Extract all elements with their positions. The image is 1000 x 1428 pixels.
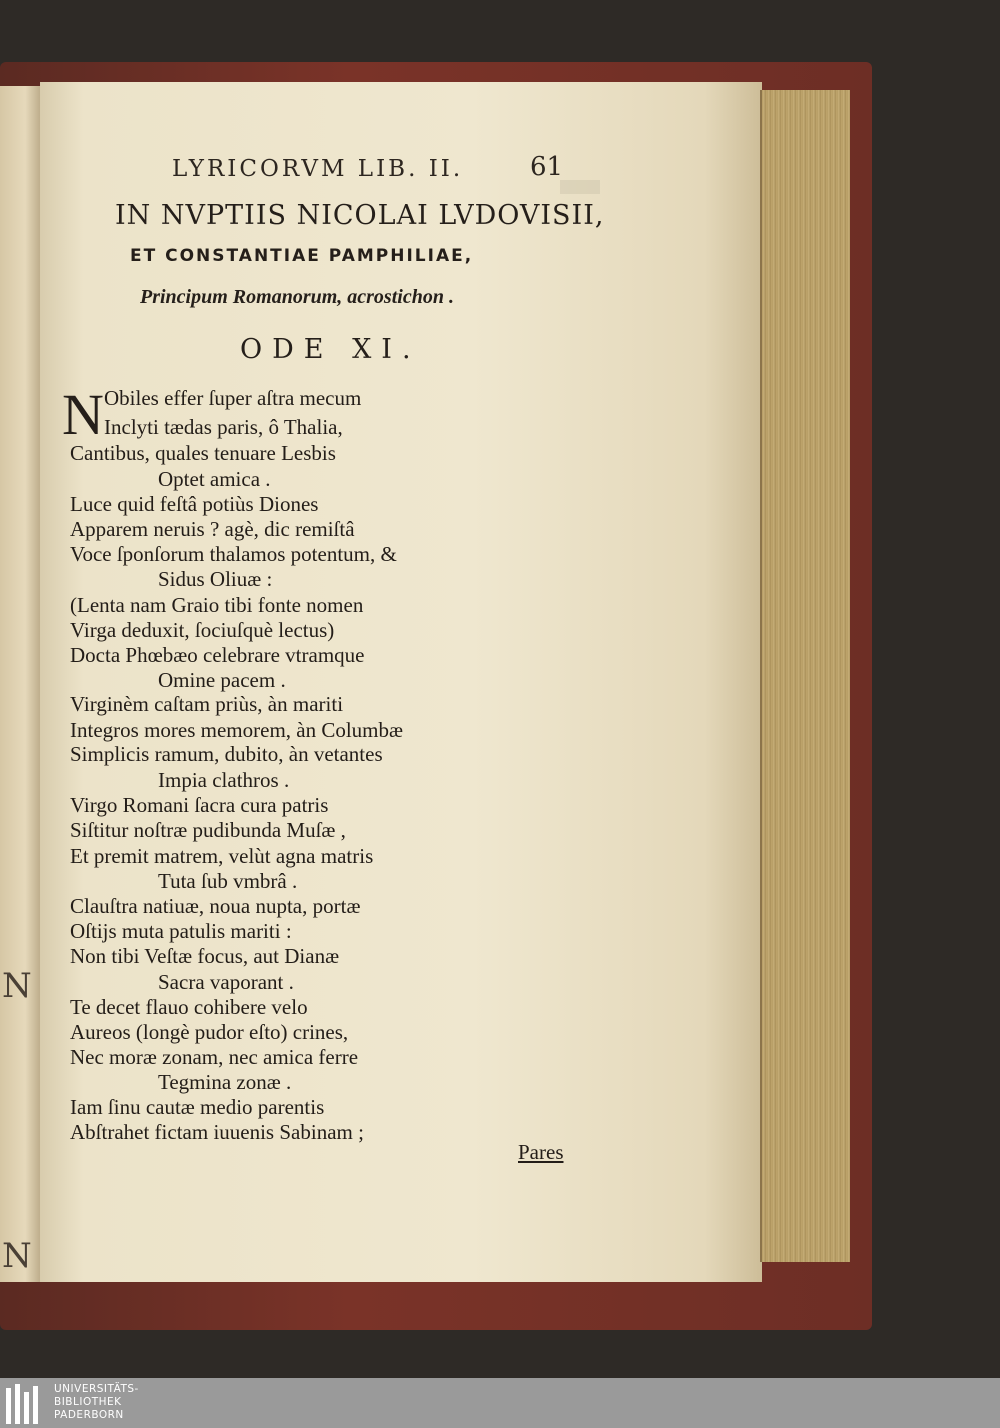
library-footer <box>0 1378 1000 1428</box>
verse-line: Non tibi Veſtæ focus, aut Dianæ <box>70 944 340 968</box>
library-name <box>54 1383 139 1422</box>
verse-line: Integros mores memorem, àn Columbæ <box>70 718 404 742</box>
left-page-glyph: N <box>2 1236 32 1276</box>
library-logo-icon <box>2 1382 46 1424</box>
verse-line: Obiles effer ſuper aſtra mecum <box>104 386 362 410</box>
library-name-line-2: BIBLIOTHEK <box>54 1396 122 1408</box>
verse-line: Inclyti tædas paris, ô Thalia, <box>104 415 343 439</box>
verse-line: Cantibus, quales tenuare Lesbis <box>70 441 336 465</box>
verse-line: Virga deduxit, ſociuſquè lectus) <box>70 618 335 642</box>
verse-line: Docta Phœbæo celebrare vtramque <box>70 643 365 667</box>
verse-line: Virginèm caſtam priùs, àn mariti <box>70 692 344 716</box>
verse-line: Omine pacem . <box>158 668 286 692</box>
verse-line: Abſtrahet fictam iuuenis Sabinam ; <box>70 1120 364 1144</box>
bleed-through-mark <box>560 180 600 194</box>
verse-line: Iam ſinu cautæ medio parentis <box>70 1095 325 1119</box>
verse-line: Simplicis ramum, dubito, àn vetantes <box>70 742 383 766</box>
ode-title-line-1: IN NVPTIIS NICOLAI LVDOVISII, <box>115 200 605 231</box>
verse-line: Voce ſponſorum thalamos potentum, & <box>70 542 397 566</box>
verse-line: Tuta ſub vmbrâ . <box>158 869 298 893</box>
verse-line: Siſtitur noſtræ pudibunda Muſæ , <box>70 818 346 842</box>
page-number: 61 <box>530 152 564 182</box>
verse-line: Nec moræ zonam, nec amica ferre <box>70 1045 359 1069</box>
verse-line: Te decet flauo cohibere velo <box>70 995 308 1019</box>
ode-number: ODE XI. <box>240 334 421 365</box>
catchword: Pares <box>518 1140 564 1164</box>
left-page-glyph: N <box>2 966 32 1006</box>
verse-line: Et premit matrem, velùt agna matris <box>70 844 374 868</box>
page-block-edges <box>760 90 850 1262</box>
verse-line: Clauſtra natiuæ, noua nupta, portæ <box>70 894 361 918</box>
verse-line: Aureos (longè pudor eſto) crines, <box>70 1020 349 1044</box>
verse-line: Luce quid feſtâ potiùs Diones <box>70 492 319 516</box>
library-name-line-3: PADERBORN <box>54 1409 124 1421</box>
drop-cap: N <box>62 382 104 447</box>
library-name-line-1: UNIVERSITÄTS- <box>54 1383 139 1395</box>
verse-line: (Lenta nam Graio tibi fonte nomen <box>70 593 364 617</box>
verse-line: Sidus Oliuæ : <box>158 567 273 591</box>
verse-line: Sacra vaporant . <box>158 970 294 994</box>
verse-line: Optet amica . <box>158 467 271 491</box>
running-head: LYRICORVM LIB. II. <box>172 156 464 182</box>
verse-line: Tegmina zonæ . <box>158 1070 292 1094</box>
verse-line: Oſtijs muta patulis mariti : <box>70 919 292 943</box>
ode-subtitle: Principum Romanorum, acrostichon . <box>140 286 454 308</box>
verse-line: Apparem neruis ? agè, dic remiſtâ <box>70 517 355 541</box>
ode-title-line-2: ET CONSTANTIAE PAMPHILIAE, <box>130 246 474 266</box>
verse-line: Virgo Romani ſacra cura patris <box>70 793 329 817</box>
left-facing-page <box>0 86 42 1282</box>
verse-line: Impia clathros . <box>158 768 290 792</box>
